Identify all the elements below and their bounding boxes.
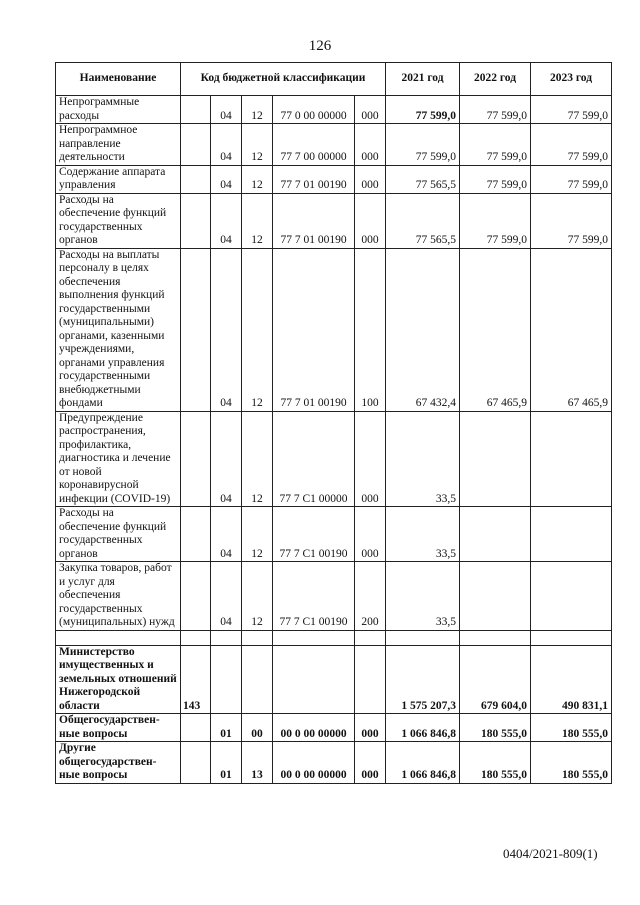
row-code-subsection: 12	[242, 248, 273, 411]
row-code-article	[273, 630, 355, 645]
row-code-department	[181, 96, 211, 124]
row-code-expense-type: 000	[355, 714, 386, 742]
row-code-article: 77 7 C1 00190	[273, 507, 355, 562]
header-2022: 2022 год	[460, 63, 531, 96]
row-code-article: 77 7 01 00190	[273, 165, 355, 193]
table-row	[56, 193, 612, 248]
row-code-subsection	[242, 630, 273, 645]
row-code-subsection: 12	[242, 96, 273, 124]
row-value-2022	[460, 507, 531, 562]
row-code-section: 04	[211, 124, 242, 166]
header-2021: 2021 год	[386, 63, 460, 96]
row-code-department	[181, 124, 211, 166]
table-row	[56, 124, 612, 166]
row-code-expense-type: 000	[355, 411, 386, 507]
row-code-subsection: 12	[242, 193, 273, 248]
row-code-section	[211, 645, 242, 714]
table-row	[56, 96, 612, 124]
row-code-expense-type: 000	[355, 507, 386, 562]
table-row	[56, 742, 612, 784]
row-value-2021: 77 599,0	[386, 96, 460, 124]
row-code-section: 04	[211, 165, 242, 193]
row-code-department	[181, 165, 211, 193]
row-code-article: 77 7 C1 00190	[273, 562, 355, 631]
row-code-section: 04	[211, 562, 242, 631]
row-code-section: 01	[211, 714, 242, 742]
row-value-2021: 33,5	[386, 562, 460, 631]
row-code-department	[181, 248, 211, 411]
row-code-expense-type: 200	[355, 562, 386, 631]
row-value-2022: 67 465,9	[460, 248, 531, 411]
row-code-expense-type: 000	[355, 193, 386, 248]
row-name	[56, 630, 181, 645]
table-row	[56, 165, 612, 193]
row-value-2022	[460, 562, 531, 631]
row-code-section: 04	[211, 193, 242, 248]
row-code-expense-type: 000	[355, 124, 386, 166]
row-value-2023: 490 831,1	[531, 645, 612, 714]
row-code-article	[273, 645, 355, 714]
row-name: Закупка товаров, работ и услуг для обеспечения государственных (муниципальных) нужд	[56, 562, 181, 631]
row-name: Расходы на обеспечение функций государственных органов	[56, 193, 181, 248]
row-value-2021: 1 575 207,3	[386, 645, 460, 714]
row-value-2023: 77 599,0	[531, 165, 612, 193]
row-code-department	[181, 742, 211, 784]
row-value-2022: 77 599,0	[460, 96, 531, 124]
row-code-expense-type: 100	[355, 248, 386, 411]
row-code-article: 77 7 01 00190	[273, 248, 355, 411]
row-value-2021: 77 599,0	[386, 124, 460, 166]
row-value-2021: 77 565,5	[386, 193, 460, 248]
row-name: Общегосударствен-ные вопросы	[56, 714, 181, 742]
row-code-subsection: 13	[242, 742, 273, 784]
page-number: 126	[308, 38, 332, 54]
row-code-article: 77 7 C1 00000	[273, 411, 355, 507]
table-row	[56, 645, 612, 714]
row-code-section: 04	[211, 507, 242, 562]
row-code-article: 77 7 01 00190	[273, 193, 355, 248]
row-code-department: 143	[181, 645, 211, 714]
row-code-subsection: 00	[242, 714, 273, 742]
row-code-subsection: 12	[242, 562, 273, 631]
row-code-subsection: 12	[242, 411, 273, 507]
row-code-department	[181, 193, 211, 248]
table-header-row	[56, 63, 612, 96]
row-code-expense-type: 000	[355, 742, 386, 784]
row-code-article: 77 7 00 00000	[273, 124, 355, 166]
row-value-2023	[531, 630, 612, 645]
row-code-expense-type	[355, 645, 386, 714]
row-code-section: 04	[211, 248, 242, 411]
row-value-2022	[460, 411, 531, 507]
row-value-2022: 77 599,0	[460, 124, 531, 166]
row-value-2023: 77 599,0	[531, 124, 612, 166]
row-code-department	[181, 411, 211, 507]
table-row	[56, 714, 612, 742]
row-code-article: 00 0 00 00000	[273, 714, 355, 742]
row-code-section	[211, 630, 242, 645]
row-code-expense-type	[355, 630, 386, 645]
header-code: Код бюджетной классификации	[181, 63, 386, 96]
header-2023: 2023 год	[531, 63, 612, 96]
row-value-2023	[531, 507, 612, 562]
row-code-section: 04	[211, 411, 242, 507]
row-code-section: 01	[211, 742, 242, 784]
row-value-2021: 67 432,4	[386, 248, 460, 411]
row-value-2022: 180 555,0	[460, 714, 531, 742]
row-name: Другие общегосударствен-ные вопросы	[56, 742, 181, 784]
table-row	[56, 507, 612, 562]
row-name: Расходы на выплаты персоналу в целях обеспечения выполнения функций государственными (муниципальными) органами, казенными учреждениями, органами управления государственными внебюджетными фондами	[56, 248, 181, 411]
table-row	[56, 562, 612, 631]
row-code-section: 04	[211, 96, 242, 124]
row-value-2023: 77 599,0	[531, 96, 612, 124]
row-code-department	[181, 507, 211, 562]
row-value-2021: 33,5	[386, 507, 460, 562]
row-code-subsection: 12	[242, 165, 273, 193]
empty-row	[56, 630, 612, 645]
row-value-2023	[531, 411, 612, 507]
table-row	[56, 248, 612, 411]
row-value-2021: 1 066 846,8	[386, 714, 460, 742]
row-value-2023: 180 555,0	[531, 714, 612, 742]
row-value-2021	[386, 630, 460, 645]
row-value-2023: 180 555,0	[531, 742, 612, 784]
row-name: Содержание аппарата управления	[56, 165, 181, 193]
row-value-2022: 679 604,0	[460, 645, 531, 714]
row-name: Непрограммное направление деятельности	[56, 124, 181, 166]
row-code-expense-type: 000	[355, 96, 386, 124]
row-name: Расходы на обеспечение функций государственных органов	[56, 507, 181, 562]
row-value-2022: 180 555,0	[460, 742, 531, 784]
document-code: 0404/2021-809(1)	[503, 846, 598, 861]
row-code-expense-type: 000	[355, 165, 386, 193]
row-code-subsection: 12	[242, 507, 273, 562]
row-value-2023: 67 465,9	[531, 248, 612, 411]
row-value-2022: 77 599,0	[460, 193, 531, 248]
row-value-2023	[531, 562, 612, 631]
row-name: Предупреждение распространения, профилактика, диагностика и лечение от новой коронавирусной инфекции (COVID-19)	[56, 411, 181, 507]
row-value-2021: 1 066 846,8	[386, 742, 460, 784]
row-code-article: 00 0 00 00000	[273, 742, 355, 784]
row-value-2022: 77 599,0	[460, 165, 531, 193]
row-code-article: 77 0 00 00000	[273, 96, 355, 124]
row-code-department	[181, 562, 211, 631]
row-name: Непрограммные расходы	[56, 96, 181, 124]
header-name: Наименование	[56, 63, 181, 96]
row-code-subsection	[242, 645, 273, 714]
table-row	[56, 411, 612, 507]
row-code-department	[181, 630, 211, 645]
row-code-subsection: 12	[242, 124, 273, 166]
budget-table	[55, 62, 612, 784]
row-value-2021: 33,5	[386, 411, 460, 507]
row-name: Министерство имущественных и земельных отношений Нижегородской области	[56, 645, 181, 714]
row-value-2021: 77 565,5	[386, 165, 460, 193]
row-code-department	[181, 714, 211, 742]
row-value-2022	[460, 630, 531, 645]
row-value-2023: 77 599,0	[531, 193, 612, 248]
